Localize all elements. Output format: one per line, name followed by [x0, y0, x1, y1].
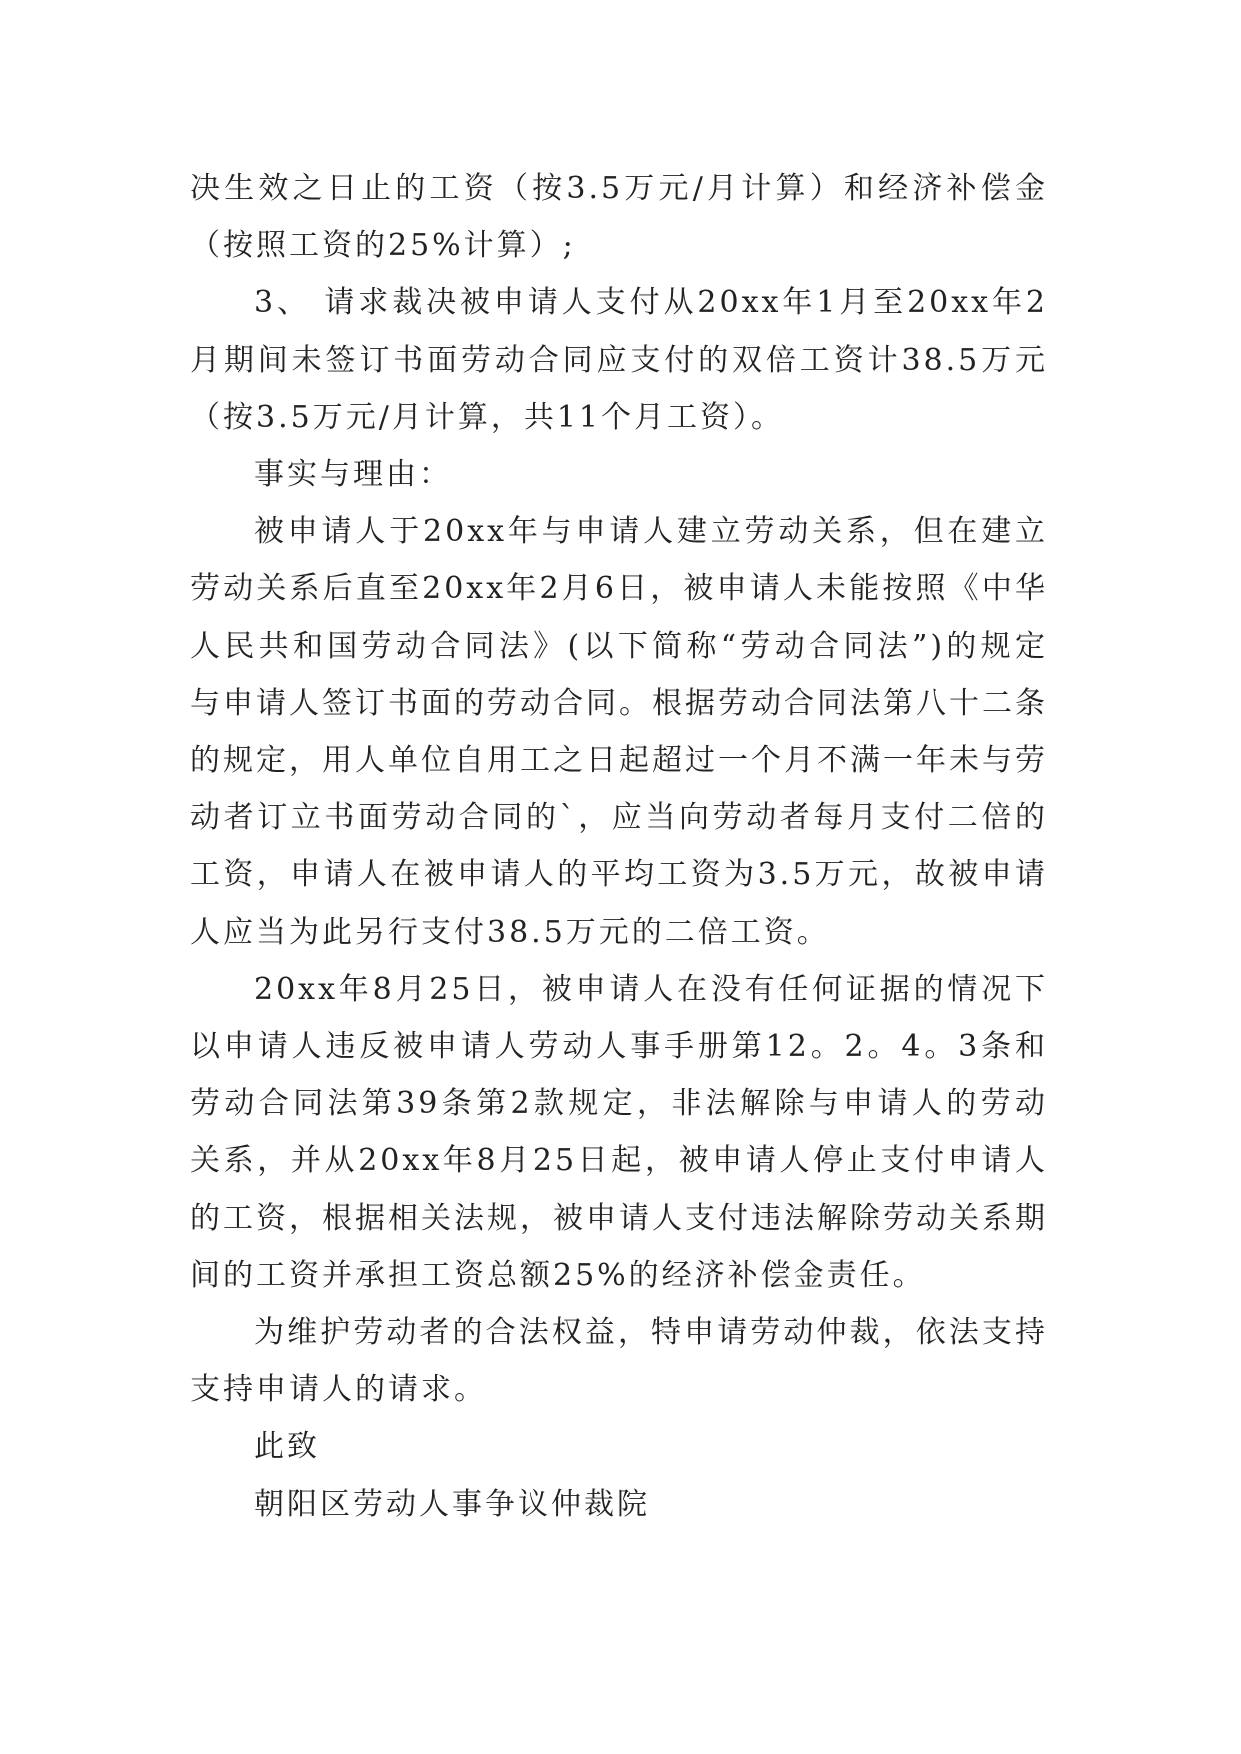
document-body	[190, 160, 1048, 1533]
paragraph-claim-3: 3、 请求裁决被申请人支付从20xx年1月至20xx年2月期间未签订书面劳动合同应支付的双倍工资计38.5万元（按3.5万元/月计算，共11个月工资）。	[190, 285, 1048, 435]
paragraph-facts-contract: 被申请人于20xx年与申请人建立劳动关系，但在建立劳动关系后直至20xx年2月6日，被申请人未能按照《中华人民共和国劳动合同法》(以下简称“劳动合同法”)的规定与申请人签订书面的劳动合同。根据劳动合同法第八十二条的规定，用人单位自用工之日起超过一个月不满一年未与劳动者订立书面劳动合同的`，应当向劳动者每月支付二倍的工资，申请人在被申请人的平均工资为3.5万元，故被申请人应当为此另行支付38.5万元的二倍工资。	[190, 514, 1048, 950]
paragraph-facts-dismissal: 20xx年8月25日，被申请人在没有任何证据的情况下以申请人违反被申请人劳动人事手册第12。2。4。3条和劳动合同法第39条第2款规定，非法解除与申请人的劳动关系，并从20xx年8月25日起，被申请人停止支付申请人的工资，根据相关法规，被申请人支付违法解除劳动关系期间的工资并承担工资总额25%的经济补偿金责任。	[190, 971, 1048, 1293]
paragraph-request: 为维护劳动者的合法权益，特申请劳动仲裁，依法支持支持申请人的请求。	[190, 1315, 1048, 1408]
paragraph-claim-2-continued: 决生效之日止的工资（按3.5万元/月计算）和经济补偿金（按照工资的25%计算）;	[190, 171, 1048, 264]
addressee: 朝阳区劳动人事争议仲裁院	[254, 1486, 650, 1522]
section-heading-facts-and-reasons: 事实与理由：	[254, 457, 452, 493]
closing-salutation: 此致	[254, 1429, 320, 1465]
